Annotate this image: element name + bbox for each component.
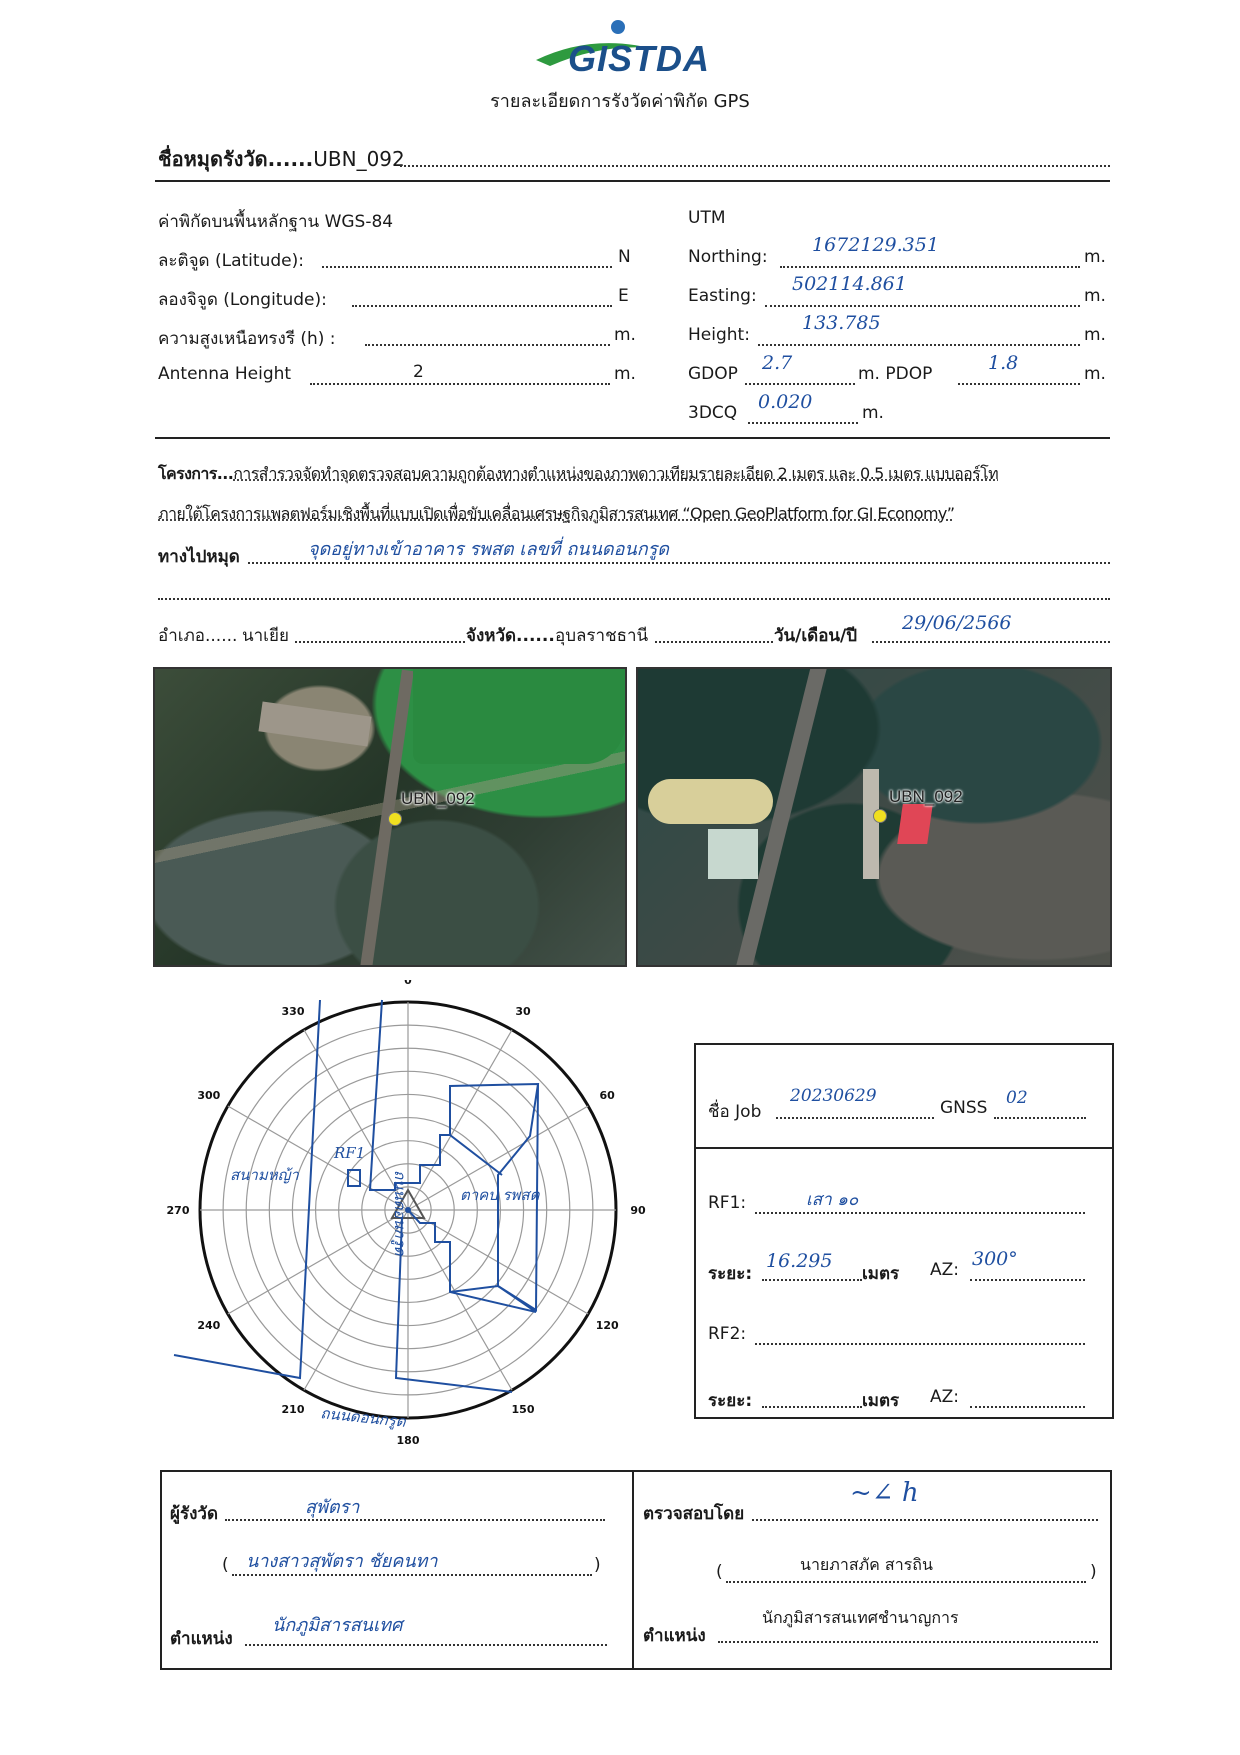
district-value: นาเยีย xyxy=(242,626,289,646)
distance2-label: ระยะ: xyxy=(708,1391,753,1411)
easting-value: 502114.861 xyxy=(792,273,907,295)
obstruction-edge xyxy=(450,1135,502,1175)
red-roof xyxy=(897,804,933,844)
polar-angle-label: 330 xyxy=(281,1004,305,1018)
az2-label: AZ: xyxy=(930,1387,960,1407)
divider xyxy=(155,437,1110,439)
route-value: จุดอยู่ทางเข้าอาคาร รพสต เลขที่ ถนนดอนกรูด xyxy=(308,539,669,560)
gdop-value: 2.7 xyxy=(762,352,793,374)
province-value: อุบลราชธานี xyxy=(555,626,649,646)
road xyxy=(360,670,414,967)
surveyor-close-paren: ) xyxy=(594,1555,601,1575)
green-field xyxy=(413,669,625,764)
date-value: 29/06/2566 xyxy=(902,612,1012,634)
checker-name: นายภาสภัค สารถิน xyxy=(800,1555,933,1574)
checker-label: ตรวจสอบโดย xyxy=(643,1504,745,1524)
polar-angle-label: 60 xyxy=(599,1089,615,1102)
az1-value: 300° xyxy=(972,1248,1018,1270)
obstruction-road-south xyxy=(396,1218,512,1392)
gdop-label: GDOP xyxy=(688,364,738,384)
path xyxy=(863,769,879,879)
annotation-lawn: สนามหญ้า xyxy=(230,1166,299,1184)
antenna-height-label: Antenna Height xyxy=(158,364,292,384)
height-label: Height: xyxy=(688,325,750,345)
gistda-logo xyxy=(530,14,720,84)
easting-label: Easting: xyxy=(688,286,757,306)
3dcq-label: 3DCQ xyxy=(688,403,738,423)
polar-angle-label: 0 xyxy=(404,980,412,987)
surveyor-label: ผู้รังวัด xyxy=(170,1504,218,1524)
surveyor-signature: สุพัตรา xyxy=(305,1497,360,1518)
gnss-label: GNSS xyxy=(940,1098,988,1118)
route-line-2 xyxy=(158,598,1110,600)
polar-obstruction-diagram xyxy=(150,980,670,1460)
distance1-label: ระยะ: xyxy=(708,1264,753,1284)
checker-position: นักภูมิสารสนเทศชำนาญการ xyxy=(762,1608,959,1627)
polar-angle-label: 270 xyxy=(166,1204,190,1217)
project-text-2: ภายใต้โครงการแพลตฟอร์มเชิงพื้นที่แบบเปิดเพื่อขับเคลื่อนเศรษฐกิจภูมิสารสนเทศ “Open GeoPlatform for GI Economy” xyxy=(158,504,955,523)
station-label: ชื่อหมุดรังวัด...... xyxy=(158,147,314,171)
project-text-1: การสำรวจจัดทำจุดตรวจสอบความถูกต้องทางตำแหน่งของภาพดาวเทียมรายละเอียด 2 เมตร และ 0.5 เมตร แบบออร์โท xyxy=(233,464,999,483)
district-label: อำเภอ...... xyxy=(158,626,238,646)
pdop-unit: m. xyxy=(1084,364,1106,384)
polar-angle-label: 240 xyxy=(197,1319,221,1332)
satellite-map-overview xyxy=(153,667,627,967)
polar-angle-label: 120 xyxy=(595,1319,619,1332)
distance1-unit: เมตร xyxy=(862,1264,900,1284)
satellite-map-detail xyxy=(636,667,1112,967)
az1-label: AZ: xyxy=(930,1260,960,1280)
3dcq-unit: m. xyxy=(862,403,884,423)
divider xyxy=(155,180,1110,182)
checker-position-label: ตำแหน่ง xyxy=(643,1626,706,1646)
document-title: รายละเอียดการรังวัดค่าพิกัด GPS xyxy=(490,91,750,112)
height-unit: m. xyxy=(1084,325,1106,345)
station-marker-label: UBN_092 xyxy=(401,789,475,808)
distance1-value: 16.295 xyxy=(766,1250,833,1272)
antenna-height-unit: m. xyxy=(614,364,636,384)
white-building xyxy=(708,829,758,879)
polar-angle-label: 210 xyxy=(281,1403,305,1417)
building-roof xyxy=(258,701,371,746)
rf1-value: เสา ๑๐ xyxy=(806,1190,859,1210)
station-marker-label: UBN_092 xyxy=(889,787,963,806)
gnss-value: 02 xyxy=(1006,1088,1028,1108)
rf1-label: RF1: xyxy=(708,1193,747,1213)
antenna-height-value: 2 xyxy=(413,362,424,382)
route-label: ทางไปหมุด xyxy=(158,547,240,567)
longitude-label: ลองจิจูด (Longitude): xyxy=(158,290,327,310)
station-marker-icon xyxy=(873,809,887,823)
province-label: จังหวัด...... xyxy=(466,626,555,646)
obstruction-building-east xyxy=(370,1000,538,1310)
surveyor-name: นางสาวสุพัตรา ชัยคนทา xyxy=(246,1551,438,1572)
polar-angle-label: 30 xyxy=(515,1004,531,1018)
polar-angle-label: 300 xyxy=(197,1089,221,1102)
polar-grid xyxy=(150,980,670,1460)
easting-unit: m. xyxy=(1084,286,1106,306)
job-label: ชื่อ Job xyxy=(708,1102,762,1122)
logo-text: GISTDA xyxy=(568,38,711,79)
ellipsoid-height-label: ความสูงเหนือทรงรี (h) : xyxy=(158,329,336,349)
polar-angle-label: 90 xyxy=(630,1204,646,1217)
polar-angle-label: 150 xyxy=(511,1403,535,1417)
latitude-unit: N xyxy=(618,247,631,267)
polar-angle-label: 180 xyxy=(396,1434,420,1447)
pdop-value: 1.8 xyxy=(988,352,1019,374)
annotation-road-vertical: ถนนดอนกรูด xyxy=(391,1170,409,1256)
sand-area xyxy=(648,779,773,824)
wgs84-heading: ค่าพิกัดบนพื้นหลักฐาน WGS-84 xyxy=(158,212,394,232)
station-marker-icon xyxy=(388,812,402,826)
latitude-label: ละติจูด (Latitude): xyxy=(158,251,304,271)
utm-heading: UTM xyxy=(688,208,726,228)
date-label: วัน/เดือน/ปี xyxy=(774,626,858,646)
ellipsoid-height-unit: m. xyxy=(614,325,636,345)
pdop-label: m. PDOP xyxy=(858,364,933,384)
divider xyxy=(694,1147,1112,1149)
height-value: 133.785 xyxy=(802,312,881,334)
annotation-rf1: RF1 xyxy=(334,1144,366,1162)
northing-value: 1672129.351 xyxy=(812,234,939,256)
annotation-health-center: ตาคบ รพสต xyxy=(460,1186,540,1204)
surveyor-position-label: ตำแหน่ง xyxy=(170,1629,233,1649)
3dcq-value: 0.020 xyxy=(758,391,813,413)
northing-unit: m. xyxy=(1084,247,1106,267)
longitude-unit: E xyxy=(618,286,629,306)
project-label: โครงการ... xyxy=(158,464,234,483)
rf2-label: RF2: xyxy=(708,1324,747,1344)
checker-open-paren: ( xyxy=(716,1562,723,1582)
surveyor-position: นักภูมิสารสนเทศ xyxy=(272,1615,403,1636)
northing-label: Northing: xyxy=(688,247,768,267)
station-value: UBN_092 xyxy=(313,147,405,171)
surveyor-open-paren: ( xyxy=(222,1555,229,1575)
signature-divider xyxy=(632,1470,634,1668)
project-line-1 xyxy=(158,462,998,487)
distance2-unit: เมตร xyxy=(862,1391,900,1411)
checker-close-paren: ) xyxy=(1090,1562,1097,1582)
job-value: 20230629 xyxy=(790,1086,877,1106)
annotation-road-south: ถนนดอนกรูด xyxy=(319,1404,407,1431)
checker-signature: ~∠ h xyxy=(850,1478,919,1508)
station-row xyxy=(158,143,405,175)
